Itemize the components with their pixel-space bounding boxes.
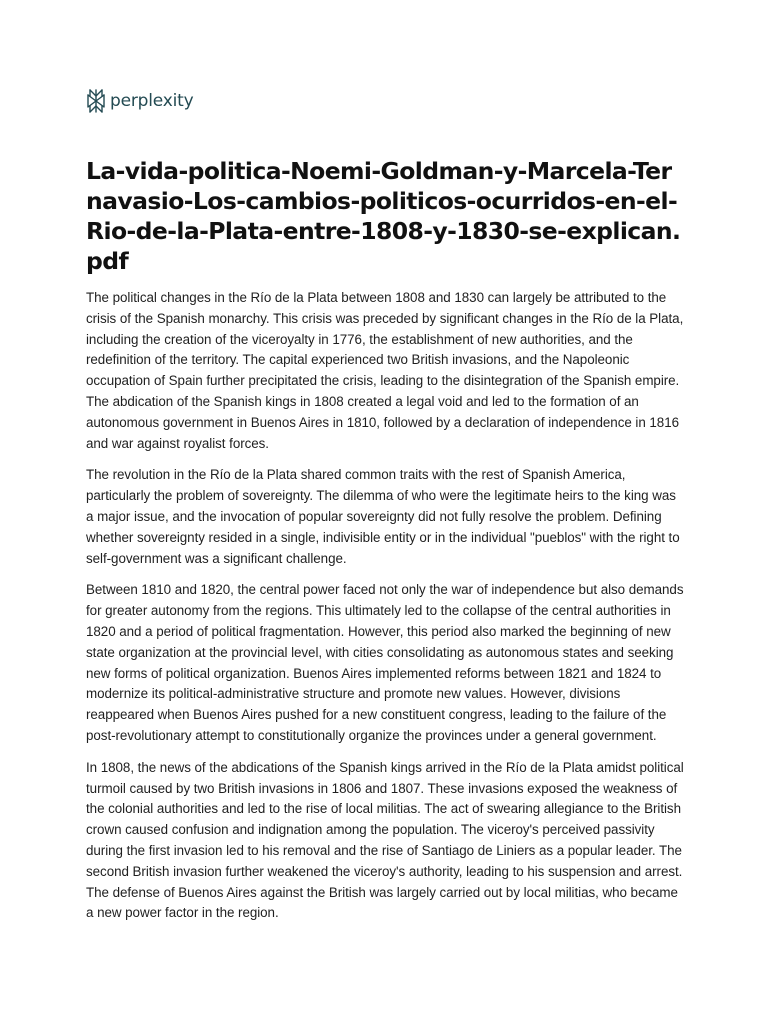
paragraph: The revolution in the Río de la Plata shared common traits with the rest of Spanish America, particularly the problem of sovereignty. The dilemma of who were the legitimate heirs to the king was a major issue, and the invocation of popular sovereignty did not fully resolve the problem. Defining whether sovereignty resided in a single, indivisible entity or in the individual "pueblos" with the right to self-government was a significant challenge. bbox=[86, 467, 680, 566]
perplexity-logo-icon bbox=[86, 89, 106, 113]
paragraph: The political changes in the Río de la Plata between 1808 and 1830 can largely be attributed to the crisis of the Spanish monarchy. This crisis was preceded by significant changes in the Río de la Plata, including the creation of the viceroyalty in 1776, the establishment of new authorities, and the redefinition of the territory. The capital experienced two British invasions, and the Napoleonic occupation of Spain further precipitated the crisis, leading to the disintegration of the Spanish empire. The abdication of the Spanish kings in 1808 created a legal void and led to the formation of an autonomous government in Buenos Aires in 1810, followed by a declaration of independence in 1816 and war against royalist forces. bbox=[86, 290, 684, 451]
document-title: La-vida-politica-Noemi-Goldman-y-Marcela-Ternavasio-Los-cambios-politicos-ocurridos-en-el-Rio-de-la-Plata-entre-1808-y-1830-se-explican.pdf bbox=[86, 157, 681, 275]
brand-name: perplexity bbox=[110, 91, 194, 111]
paragraph: Between 1810 and 1820, the central power faced not only the war of independence but also demands for greater autonomy from the regions. This ultimately led to the collapse of the central authorities in 1820 and a period of political fragmentation. However, this period also marked the beginning of new state organization at the provincial level, with cities consolidating as autonomous states and seeking new forms of political organization. Buenos Aires implemented reforms between 1821 and 1824 to modernize its political-administrative structure and promote new values. However, divisions reappeared when Buenos Aires pushed for a new constituent congress, leading to the failure of the post-revolutionary attempt to constitutionally organize the provinces under a general government. bbox=[86, 582, 684, 743]
brand-header[interactable] bbox=[86, 88, 684, 114]
paragraph: In 1808, the news of the abdications of the Spanish kings arrived in the Río de la Plata amidst political turmoil caused by two British invasions in 1806 and 1807. These invasions exposed the weakness of the colonial authorities and led to the rise of local militias. The act of swearing allegiance to the British crown caused confusion and indignation among the population. The viceroy's perceived passivity during the first invasion led to his removal and the rise of Santiago de Liniers as a popular leader. The second British invasion further weakened the viceroy's authority, leading to his suspension and arrest. The defense of Buenos Aires against the British was largely carried out by local militias, who became a new power factor in the region. bbox=[86, 759, 684, 921]
